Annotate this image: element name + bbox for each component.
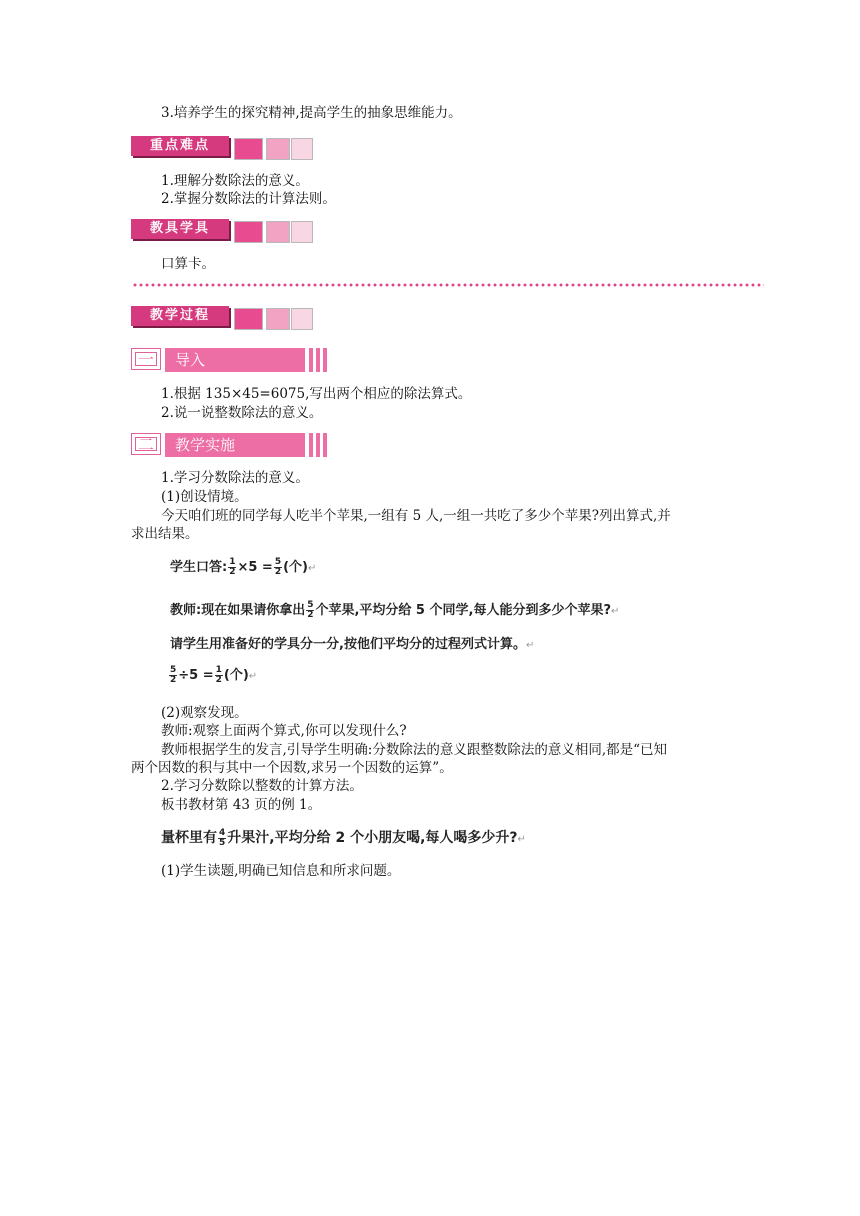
paragraph: 1.学习分数除法的意义。: [161, 470, 309, 486]
paragraph: 2.学习分数除以整数的计算方法。: [161, 778, 363, 794]
paragraph: 今天咱们班的同学每人吃半个苹果,一组有 5 人,一组一共吃了多少个苹果?列出算式,并: [161, 508, 671, 524]
key-point-item: 1.理解分数除法的意义。: [161, 173, 309, 189]
paragraph: (1)学生读题,明确已知信息和所求问题。: [161, 863, 401, 879]
aids-header: [131, 219, 321, 241]
implementation-number: 二: [131, 433, 161, 455]
decor-square: [291, 138, 313, 160]
intro-title: 导入: [165, 348, 305, 372]
process-title: 教学过程: [131, 306, 229, 326]
decor-square: [266, 221, 290, 243]
fraction: $\frac{5}{2}$: [274, 557, 282, 577]
paragraph: 两个因数的积与其中一个因数,求另一个因数的运算”。: [131, 760, 453, 776]
stripe: [323, 348, 327, 372]
decor-square: [266, 138, 290, 160]
decor-square: [291, 221, 313, 243]
operator: ×5 =: [237, 560, 273, 575]
stripe: [309, 348, 313, 372]
star-divider: [132, 281, 764, 289]
paragraph: 板书教材第 43 页的例 1。: [161, 797, 322, 813]
implementation-title: 教学实施: [165, 433, 305, 457]
unit: (个): [283, 560, 308, 575]
fraction: $\frac{4}{5}$: [219, 827, 226, 848]
key-point-item: 2.掌握分数除法的计算法则。: [161, 191, 336, 207]
stripe: [323, 433, 327, 457]
stripe: [316, 348, 320, 372]
intro-number: 一: [131, 348, 161, 370]
key-points-title: 重点难点: [131, 136, 229, 156]
decor-square: [291, 308, 313, 330]
intro-item: 2.说一说整数除法的意义。: [161, 405, 323, 421]
fraction: $\frac{5}{2}$: [170, 665, 177, 685]
objective-3: 3.培养学生的探究精神,提高学生的抽象思维能力。: [161, 105, 462, 121]
division-equation-image: $\frac{5}{2}$ ÷5 = $\frac{1}{2}$ (个)↵: [170, 665, 258, 685]
implementation-header: [131, 433, 329, 457]
intro-item: 1.根据 135×45=6075,写出两个相应的除法算式。: [161, 386, 472, 402]
instruction-image: 请学生用准备好的学具分一分,按他们平均分的过程列式计算。↵: [170, 637, 535, 652]
process-header: [131, 306, 321, 328]
decor-square: [234, 138, 263, 160]
aids-title: 教具学具: [131, 219, 229, 239]
answer-prefix: 学生口答:: [170, 560, 228, 575]
paragraph: 教师根据学生的发言,引导学生明确:分数除法的意义跟整数除法的意义相同,都是“已知: [161, 742, 668, 758]
student-answer-image: 学生口答: $\frac{1}{2}$ ×5 = $\frac{5}{2}$ (个)↵: [170, 557, 317, 577]
key-points-header: [131, 136, 321, 158]
decor-square: [234, 308, 263, 330]
paragraph: (1)创设情境。: [161, 489, 248, 505]
teacher-question-image: 教师:现在如果请你拿出 $\frac{5}{2}$ 个苹果,平均分给 5 个同学,每人能分到多少个苹果?↵: [170, 600, 620, 620]
decor-square: [266, 308, 290, 330]
stripe: [316, 433, 320, 457]
stripe: [309, 433, 313, 457]
paragraph: 求出结果。: [131, 526, 199, 542]
fraction: $\frac{1}{2}$: [229, 557, 236, 577]
aids-item: 口算卡。: [161, 256, 215, 272]
paragraph: (2)观察发现。: [161, 705, 248, 721]
intro-header: [131, 348, 329, 372]
fraction: $\frac{5}{2}$: [307, 600, 314, 620]
example-problem-image: 量杯里有 $\frac{4}{5}$ 升果汁,平均分给 2 个小朋友喝,每人喝多少升?↵: [161, 827, 526, 848]
fraction: $\frac{1}{2}$: [215, 665, 222, 685]
decor-square: [234, 221, 263, 243]
paragraph: 教师:观察上面两个算式,你可以发现什么?: [161, 723, 407, 739]
